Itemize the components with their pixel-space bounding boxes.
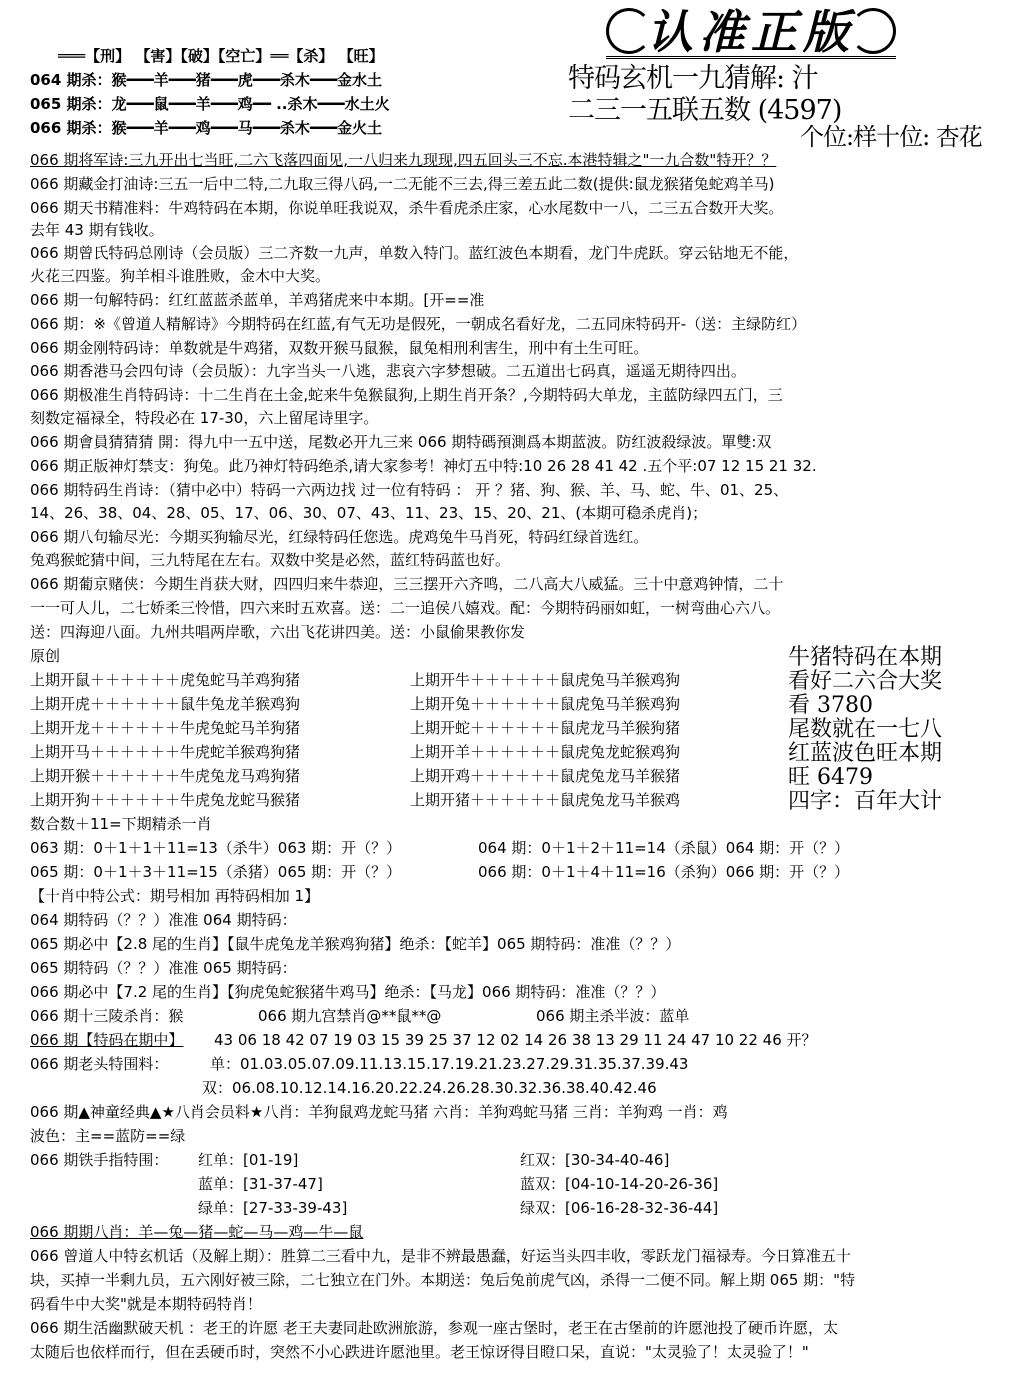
tail-line: 066 期生活幽默破天机 ：老王的许愿 老王夫妻同赴欧洲旅游，参观一座古堡时，老王在古堡前的许愿池投了硬币许愿，太: [30, 1319, 838, 1337]
text-line: 066 期金刚特码诗：单数就是牛鸡猪，双数开猴马鼠猴，鼠兔相刑利害生，刑中有土生可旺。: [30, 339, 649, 357]
swirl-right-icon: [850, 8, 896, 54]
text-line: 066 期藏金打油诗:三五一后中二特,二九取三得八码,一二无能不三去,得三差五此二数(提供:鼠龙猴猪兔蛇鸡羊马): [30, 175, 775, 193]
prev-left-row: 上期开虎＋＋＋＋＋＋鼠牛兔龙羊猴鸡狗: [30, 695, 301, 713]
top-right-line-2: 二三一五联五数 (4597): [568, 95, 842, 126]
old-head-double: 双：06.08.10.12.14.16.20.22.24.26.28.30.32.36.38.40.42.46: [202, 1079, 657, 1097]
prev-left-row: 上期开猴＋＋＋＋＋＋牛虎兔龙马鸡狗猪: [30, 767, 301, 785]
text-line: 066 期正版神灯禁支：狗兔。此乃神灯特码绝杀,请大家参考！神灯五中特:10 26 28 41 42 .五个平:07 12 15 21 32.: [30, 457, 817, 475]
text-line: 【十肖中特公式：期号相加 再特码相加 1】: [30, 887, 320, 905]
prev-left-row: 上期开马＋＋＋＋＋＋牛虎蛇羊猴鸡狗猪: [30, 743, 301, 761]
iron-cell: 红单：[01-19]: [198, 1151, 299, 1169]
old-head-single: 单：01.03.05.07.09.11.13.15.17.19.21.23.27.29.31.35.37.39.43: [210, 1055, 689, 1073]
special-range-label: 066 期【特码在期中】: [30, 1031, 184, 1049]
formula-row: 064 期：0＋1＋2＋11=14（杀鼠）064 期：开（？）: [478, 839, 850, 857]
kill-row: 065 期杀：龙━━━鼠━━━羊━━━鸡━━ ..杀木━━━水土火: [30, 95, 390, 113]
text-line: 066 期极准生肖特码诗：十二生肖在土金,蛇来牛兔猴鼠狗,上期生肖开条？,今期特码大单龙，主蓝防绿四五门，三: [30, 386, 783, 404]
side-note: 四字：百年大计: [788, 789, 943, 814]
prev-right-row: 上期开羊＋＋＋＋＋＋鼠虎兔龙蛇猴鸡狗: [410, 743, 681, 761]
text-line: 066 期曾氏特码总刚诗（会员版）三二齐数一九声，单数入特门。蓝红波色本期看，龙门牛虎跃。穿云钻地无不能，: [30, 244, 799, 262]
wave-line: 波色：主==蓝防==绿: [30, 1127, 186, 1145]
tail-line: 太随后也依样而行，但在丢硬币时，突然不小心跌进许愿池里。老王惊讶得目瞪口呆，直说："太灵验了！太灵验了！": [30, 1343, 809, 1361]
tail-line: 066 曾道人中特玄机话（及解上期）：胜算二三看中九，是非不辨最愚蠢，好运当头四丰收，零跃龙门福禄寿。今日算准五十: [30, 1247, 851, 1265]
prev-right-row: 上期开猪＋＋＋＋＋＋鼠虎兔龙马羊猴鸡: [410, 791, 681, 809]
prev-left-row: 上期开狗＋＋＋＋＋＋牛虎兔龙蛇马猴猪: [30, 791, 301, 809]
iron-cell: 红双：[30-34-40-46]: [520, 1151, 670, 1169]
iron-cell: 绿单：[27-33-39-43]: [198, 1199, 348, 1217]
prev-right-row: 上期开牛＋＋＋＋＋＋鼠虎兔马羊猴鸡狗: [410, 671, 681, 689]
text-line: 066 期葡京赌侠：今期生肖获大财，四四归来牛恭迎，三三摆开六齐鸣，二八高大八威猛。三十中意鸡钟情，二十: [30, 575, 784, 593]
iron-label: 066 期铁手指特围：: [30, 1151, 169, 1169]
top-right-line-1: 特码玄机一九猜解: 汁: [568, 63, 818, 94]
text-line: 066 期八句输尽光：今期买狗输尽光，红绿特码任您选。虎鸡兔牛马肖死，特码红绿首选红。: [30, 528, 649, 546]
formula-title: 数合数＋11=下期精杀一肖: [30, 815, 212, 833]
old-head-label: 066 期老头特围料：: [30, 1055, 169, 1073]
iron-cell: 蓝单：[31-37-47]: [198, 1175, 323, 1193]
prev-left-row: 上期开龙＋＋＋＋＋＋牛虎兔蛇马羊狗猪: [30, 719, 301, 737]
formula-row: 066 期：0＋1＋4＋11=16（杀狗）066 期：开（？）: [478, 863, 850, 881]
kill-row: 064 期杀：猴━━━羊━━━猪━━━虎━━━杀木━━━金水土: [30, 71, 382, 89]
text-line: 兔鸡猴蛇猜中间，三九特尾在左右。双数中奖是必然，蓝红特码蓝也好。: [30, 551, 511, 569]
header-row: ═══【刑】 【害】【破】【空亡】══【杀】 【旺】: [58, 47, 384, 65]
iron-cell: 蓝双：[04-10-14-20-26-36]: [520, 1175, 719, 1193]
kill-row: 066 期杀：猴━━━羊━━━鸡━━━马━━━杀木━━━金火土: [30, 119, 382, 137]
text-line: 送：四海迎八面。九州共唱两岸歌，六出飞花讲四美。送：小鼠偷果教你发: [30, 623, 526, 641]
side-note: 尾数就在一七八: [788, 717, 943, 742]
text-line: 066 期天书精准料：牛鸡特码在本期，你说单旺我说双，杀牛看虎杀庄家，心水尾数中一八，二三五合数开大奖。: [30, 199, 784, 217]
text-line: 066 期香港马会四句诗（会员版）：九字当头一八逃，悲哀六字梦想破。二五道出七码真，遥遥无期待四出。: [30, 362, 746, 380]
text-line: 066 期：※《曾道人精解诗》今期特码在红蓝,有气无功是假死，一朝成名看好龙，二五同床特码开-（送：主绿防红）: [30, 315, 807, 333]
text-line: 065 期必中【2.8 尾的生肖】【鼠牛虎兔龙羊猴鸡狗猪】绝杀：【蛇羊】065 期特码：准准（？？）: [30, 935, 681, 953]
prev-right-row: 上期开鸡＋＋＋＋＋＋鼠虎兔龙马羊猴猪: [410, 767, 681, 785]
prev-right-row: 上期开兔＋＋＋＋＋＋鼠虎兔马羊猴鸡狗: [410, 695, 681, 713]
text-line: 去年 43 期有钱收。: [30, 221, 164, 239]
prev-left-row: 上期开鼠＋＋＋＋＋＋虎兔蛇马羊鸡狗猪: [30, 671, 301, 689]
text-line: 066 期将军诗:三九开出七当旺,二六飞落四面见,一八归来九现现,四五回头三不忘.本港特辑之"一九合数"特开？？: [30, 151, 777, 169]
text-line: 一一可人儿，二七娇柔三怜惜，四六来时五欢喜。送：二一追侯八嬉戏。配：今期特码丽如虹，一树弯曲心六八。: [30, 599, 781, 617]
formula-row: 063 期：0＋1＋1＋11=13（杀牛）063 期：开（？）: [30, 839, 402, 857]
side-note: 牛猪特码在本期: [788, 645, 943, 670]
shenxiang-line: 066 期▲神童经典▲★八肖会员料★八肖：羊狗鼠鸡龙蛇马猪 六肖：羊狗鸡蛇马猪 三肖：羊狗鸡 一肖：鸡: [30, 1103, 728, 1121]
text-line: 066 期會員猜猜猜 開：得九中一五中送，尾数必开九三来 066 期特碼預測爲本期蓝波。防红波殺绿波。單雙:双: [30, 433, 772, 451]
prev-right-row: 上期开蛇＋＋＋＋＋＋鼠虎龙马羊猴狗猪: [410, 719, 681, 737]
text-line: 原创: [30, 647, 61, 665]
text-line: 刻数定福禄全，特段必在 17-30，六上留尾诗里字。: [30, 409, 379, 427]
iron-cell: 绿双：[06-16-28-32-36-44]: [520, 1199, 719, 1217]
special-range-numbers: 43 06 18 42 07 19 03 15 39 25 37 12 02 14 26 38 13 29 11 24 47 10 22 46 开？: [214, 1031, 817, 1049]
side-note: 看好二六合大奖: [788, 669, 943, 694]
text-line: 064 期特码（？？）准准 064 期特码：: [30, 911, 297, 929]
text-line: 065 期特码（？？）准准 065 期特码：: [30, 959, 297, 977]
side-note: 红蓝波色旺本期: [788, 741, 943, 766]
thirteen-kill: 066 期十三陵杀肖：猴: [30, 1007, 184, 1025]
text-line: 066 期必中【7.2 尾的生肖】【狗虎兔蛇猴猪牛鸡马】绝杀：【马龙】066 期特码：准准（？？）: [30, 983, 666, 1001]
authentic-stamp: [606, 0, 896, 59]
tail-line: 块，买掉一半剩九员，五六刚好被三除，二七独立在门外。本期送：兔后兔前虎气凶，杀得一二便不同。解上期 065 期："特: [30, 1271, 856, 1289]
text-line: 火花三四鉴。狗羊相斗谁胜败，金木中大奖。: [30, 267, 331, 285]
stamp-text: 认准正版: [647, 5, 855, 59]
side-note: 看 3780: [788, 693, 873, 718]
nine-palace-ban: 066 期九宫禁肖@**鼠**@: [258, 1007, 442, 1025]
main-kill-wave: 066 期主杀半波：蓝单: [536, 1007, 690, 1025]
top-right-line-3: 个位:样十位: 杏花: [800, 123, 982, 151]
side-note: 旺 6479: [788, 765, 873, 790]
tail-line: 码看牛中大奖"就是本期特码特肖！: [30, 1295, 262, 1313]
formula-row: 065 期：0＋1＋3＋11=15（杀猪）065 期：开（？）: [30, 863, 402, 881]
text-line: 066 期一句解特码：红红蓝蓝杀蓝单，羊鸡猪虎来中本期。[开==准: [30, 291, 485, 309]
eight-zodiac: 066 期期八肖：羊—兔—猪—蛇—马—鸡—牛—鼠: [30, 1223, 364, 1241]
text-line: 14、26、38、04、28、05、17、06、30、07、43、11、23、15、20、21、(本期可稳杀虎肖)；: [30, 504, 708, 522]
text-line: 066 期特码生肖诗：（猜中必中）特码一六两边找 过一位有特码 ： 开 ？猪、狗、猴、羊、马、蛇、牛、01、25、: [30, 481, 789, 499]
